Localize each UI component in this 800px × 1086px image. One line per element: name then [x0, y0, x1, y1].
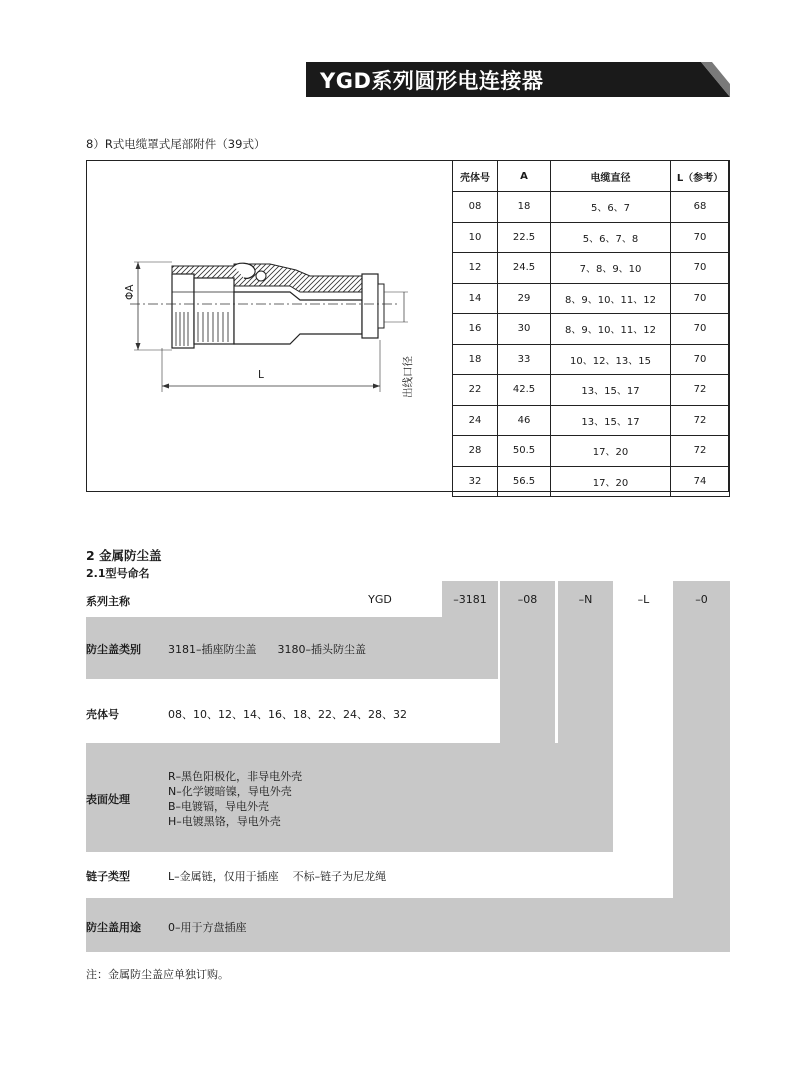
cell: 32: [453, 466, 498, 497]
cell: 24: [453, 405, 498, 436]
table-header-row: [453, 161, 730, 192]
cell: 12: [453, 253, 498, 284]
page-title: YGD系列圆形电连接器: [320, 69, 544, 93]
cell: 08: [453, 192, 498, 223]
cell: 50.5: [498, 436, 551, 467]
header-banner: [306, 62, 730, 97]
code-3181: –3181: [453, 593, 487, 606]
cell: 22.5: [498, 222, 551, 253]
table-row: [453, 436, 730, 467]
cell: 8、9、10、11、12: [551, 283, 671, 314]
cell: 8、9、10、11、12: [551, 314, 671, 345]
cell: 10、12、13、15: [551, 344, 671, 375]
text-cover-type: 3181–插座防尘盖 3180–插头防尘盖: [168, 643, 366, 656]
col-header-a: A: [498, 161, 551, 192]
table-row: [453, 283, 730, 314]
cell: 22: [453, 375, 498, 406]
cell: 13、15、17: [551, 405, 671, 436]
section-2-subtitle: 2.1型号命名: [86, 567, 150, 580]
cell: 18: [453, 344, 498, 375]
col-header-cable-diameter: 电缆直径: [551, 161, 671, 192]
col-header-l-ref: L（参考）: [671, 161, 730, 192]
table-row: [453, 344, 730, 375]
table-row: [453, 405, 730, 436]
surface-line: N–化学镀暗镍，导电外壳: [168, 785, 292, 798]
table-row: [453, 192, 730, 223]
cell: 16: [453, 314, 498, 345]
table-row: [453, 222, 730, 253]
section-2-title: 2 金属防尘盖: [86, 548, 162, 563]
cell: 72: [671, 436, 730, 467]
code-ygd: YGD: [368, 593, 392, 606]
table-row: [453, 314, 730, 345]
table-row: [453, 375, 730, 406]
text-shell: 08、10、12、14、16、18、22、24、28、32: [168, 708, 407, 721]
cell: 72: [671, 405, 730, 436]
cell: 18: [498, 192, 551, 223]
text-chain: L–金属链，仅用于插座 不标–链子为尼龙绳: [168, 870, 387, 883]
r-type-backshell-drawing: [100, 240, 440, 400]
code-n: –N: [578, 593, 593, 606]
cell: 42.5: [498, 375, 551, 406]
cell: 5、6、7、8: [551, 222, 671, 253]
outlet-label: 出线口径: [402, 356, 414, 398]
cell: 28: [453, 436, 498, 467]
col-header-shell: 壳体号: [453, 161, 498, 192]
label-surface: 表面处理: [86, 793, 130, 806]
cell: 72: [671, 375, 730, 406]
cell: 10: [453, 222, 498, 253]
cell: 70: [671, 344, 730, 375]
cell: 24.5: [498, 253, 551, 284]
cell: 13、15、17: [551, 375, 671, 406]
surface-line: H–电镀黑铬，导电外壳: [168, 815, 281, 828]
surface-line: R–黑色阳极化，非导电外壳: [168, 770, 303, 783]
cell: 46: [498, 405, 551, 436]
cell: 74: [671, 466, 730, 497]
cell: 5、6、7: [551, 192, 671, 223]
band-col-0: [673, 581, 730, 952]
cell: 70: [671, 314, 730, 345]
code-l: –L: [637, 593, 650, 606]
cell: 17、20: [551, 466, 671, 497]
code-08: –08: [517, 593, 538, 606]
cell: 56.5: [498, 466, 551, 497]
cell: 29: [498, 283, 551, 314]
connector-drawing: [100, 240, 440, 404]
cell: 30: [498, 314, 551, 345]
label-chain: 链子类型: [86, 870, 130, 883]
label-shell: 壳体号: [86, 708, 119, 721]
phi-a-label: ΦA: [124, 284, 136, 300]
section-8-title: 8）R式电缆罩式尾部附件（39式）: [86, 137, 266, 151]
cell: 70: [671, 283, 730, 314]
cell: 70: [671, 222, 730, 253]
cell: 68: [671, 192, 730, 223]
text-usage: 0–用于方盘插座: [168, 921, 247, 934]
dimension-table: [452, 160, 730, 497]
cell: 33: [498, 344, 551, 375]
cell: 17、20: [551, 436, 671, 467]
label-series: 系列主称: [86, 595, 130, 608]
surface-line: B–电镀镉，导电外壳: [168, 800, 270, 813]
table-row: [453, 466, 730, 497]
label-usage: 防尘盖用途: [86, 921, 141, 934]
cell: 70: [671, 253, 730, 284]
footnote: 注：金属防尘盖应单独订购。: [86, 968, 229, 981]
cell: 14: [453, 283, 498, 314]
table-row: [453, 253, 730, 284]
cell: 7、8、9、10: [551, 253, 671, 284]
code-0: –0: [695, 593, 708, 606]
band-surface: [86, 743, 613, 852]
length-label: L: [258, 369, 264, 381]
label-cover-type: 防尘盖类别: [86, 643, 141, 656]
